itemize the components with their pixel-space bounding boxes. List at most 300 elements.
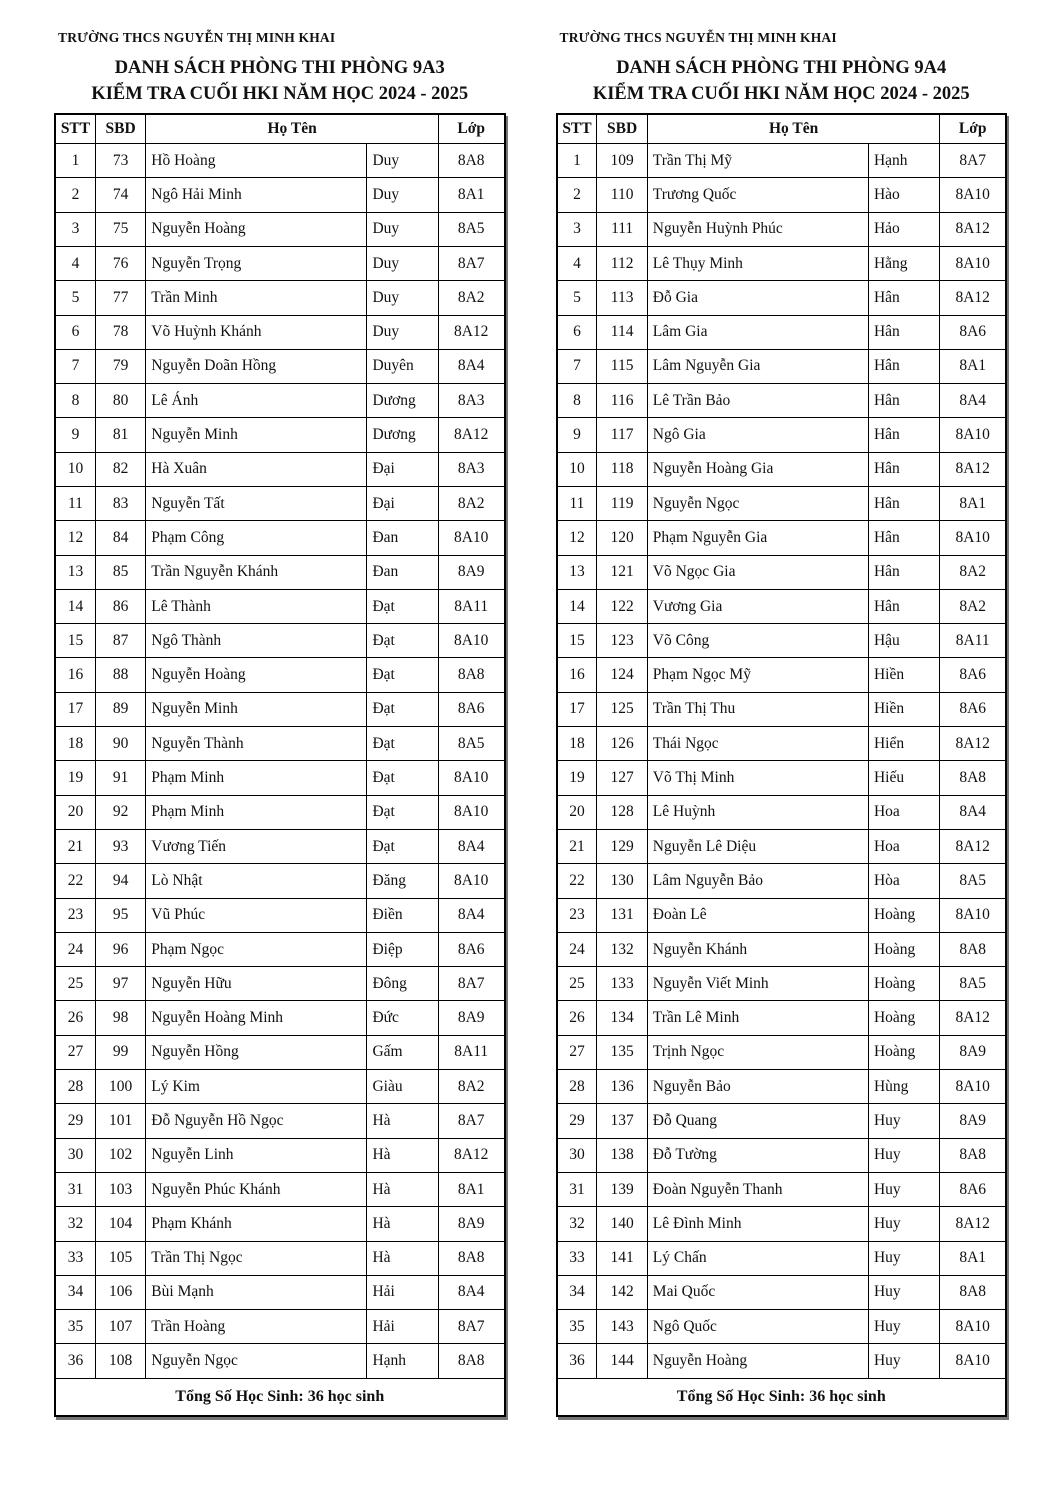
- sbd-cell: 113: [597, 281, 647, 315]
- table-row: [557, 1172, 1007, 1206]
- class-cell: 8A7: [438, 1310, 504, 1344]
- table-row: [55, 212, 505, 246]
- stt-cell: 28: [55, 1070, 95, 1104]
- name-cell: Võ Công: [647, 624, 868, 658]
- sbd-cell: 114: [597, 315, 647, 349]
- stt-cell: 2: [557, 178, 597, 212]
- table-row: [557, 898, 1007, 932]
- name-cell: Lê Thành: [146, 589, 367, 623]
- name-cell: Nguyễn Hoàng: [146, 212, 367, 246]
- class-cell: 8A4: [438, 349, 504, 383]
- name-cell: Hà Xuân: [146, 452, 367, 486]
- sbd-cell: 81: [95, 418, 145, 452]
- total-students: Tổng Số Học Sinh: 36 học sinh: [557, 1378, 1007, 1416]
- sbd-cell: 138: [597, 1138, 647, 1172]
- stt-cell: 9: [557, 418, 597, 452]
- stt-cell: 10: [557, 452, 597, 486]
- given-name-cell: Đạt: [367, 761, 438, 795]
- given-name-cell: Đan: [367, 521, 438, 555]
- sbd-cell: 82: [95, 452, 145, 486]
- name-cell: Phạm Khánh: [146, 1207, 367, 1241]
- class-cell: 8A9: [940, 1104, 1006, 1138]
- given-name-cell: Huy: [868, 1207, 939, 1241]
- name-cell: Vũ Phúc: [146, 898, 367, 932]
- stt-cell: 1: [55, 144, 95, 178]
- given-name-cell: Hải: [367, 1275, 438, 1309]
- stt-cell: 16: [55, 658, 95, 692]
- class-cell: 8A10: [940, 1310, 1006, 1344]
- table-row: [557, 487, 1007, 521]
- table-row: [55, 1035, 505, 1069]
- stt-cell: 7: [55, 349, 95, 383]
- table-row: [55, 658, 505, 692]
- stt-cell: 3: [55, 212, 95, 246]
- name-cell: Vương Gia: [647, 589, 868, 623]
- sbd-cell: 108: [95, 1344, 145, 1378]
- name-cell: Đỗ Tường: [647, 1138, 868, 1172]
- table-row: [55, 932, 505, 966]
- stt-cell: 34: [557, 1275, 597, 1309]
- name-cell: Lê Ánh: [146, 384, 367, 418]
- stt-cell: 30: [55, 1138, 95, 1172]
- given-name-cell: Hoàng: [868, 1035, 939, 1069]
- stt-cell: 2: [55, 178, 95, 212]
- column-header-lop: Lớp: [438, 114, 504, 144]
- table-row: [55, 452, 505, 486]
- given-name-cell: Huy: [868, 1138, 939, 1172]
- sbd-cell: 119: [597, 487, 647, 521]
- class-cell: 8A2: [940, 589, 1006, 623]
- name-cell: Nguyễn Huỳnh Phúc: [647, 212, 868, 246]
- class-cell: 8A10: [940, 898, 1006, 932]
- stt-cell: 24: [557, 932, 597, 966]
- list-title-9a3: DANH SÁCH PHÒNG THI PHÒNG 9A3: [114, 58, 445, 78]
- name-cell: Nguyễn Linh: [146, 1138, 367, 1172]
- given-name-cell: Duyên: [367, 349, 438, 383]
- class-cell: 8A7: [940, 144, 1006, 178]
- total-students: Tổng Số Học Sinh: 36 học sinh: [55, 1378, 505, 1416]
- name-cell: Nguyễn Ngọc: [146, 1344, 367, 1378]
- column-header-sbd: SBD: [597, 114, 647, 144]
- table-row: [557, 1310, 1007, 1344]
- given-name-cell: Hùng: [868, 1070, 939, 1104]
- given-name-cell: Dương: [367, 384, 438, 418]
- table-row: [55, 1275, 505, 1309]
- stt-cell: 30: [557, 1138, 597, 1172]
- stt-cell: 27: [557, 1035, 597, 1069]
- given-name-cell: Hân: [868, 418, 939, 452]
- class-cell: 8A4: [438, 1275, 504, 1309]
- name-cell: Lâm Nguyễn Gia: [647, 349, 868, 383]
- name-cell: Nguyễn Minh: [146, 692, 367, 726]
- sbd-cell: 75: [95, 212, 145, 246]
- sbd-cell: 117: [597, 418, 647, 452]
- sbd-cell: 144: [597, 1344, 647, 1378]
- class-cell: 8A10: [940, 246, 1006, 280]
- given-name-cell: Hà: [367, 1172, 438, 1206]
- name-cell: Nguyễn Hoàng: [647, 1344, 868, 1378]
- table-row: [55, 246, 505, 280]
- stt-cell: 26: [557, 1001, 597, 1035]
- table-row: [557, 1207, 1007, 1241]
- class-cell: 8A10: [940, 1070, 1006, 1104]
- stt-cell: 34: [55, 1275, 95, 1309]
- table-row: [55, 281, 505, 315]
- sbd-cell: 122: [597, 589, 647, 623]
- table-row: [557, 555, 1007, 589]
- class-cell: 8A3: [438, 384, 504, 418]
- given-name-cell: Đông: [367, 967, 438, 1001]
- class-cell: 8A5: [438, 727, 504, 761]
- given-name-cell: Hân: [868, 487, 939, 521]
- sbd-cell: 105: [95, 1241, 145, 1275]
- name-cell: Nguyễn Lê Diệu: [647, 829, 868, 863]
- table-row: [55, 727, 505, 761]
- sbd-cell: 86: [95, 589, 145, 623]
- class-cell: 8A12: [940, 829, 1006, 863]
- class-cell: 8A2: [438, 487, 504, 521]
- sbd-cell: 141: [597, 1241, 647, 1275]
- class-cell: 8A10: [438, 761, 504, 795]
- class-cell: 8A8: [438, 144, 504, 178]
- class-cell: 8A8: [438, 1241, 504, 1275]
- name-cell: Đoàn Lê: [647, 898, 868, 932]
- sbd-cell: 124: [597, 658, 647, 692]
- sbd-cell: 99: [95, 1035, 145, 1069]
- table-row: [557, 1275, 1007, 1309]
- table-row: [557, 864, 1007, 898]
- stt-cell: 22: [557, 864, 597, 898]
- table-row: [55, 384, 505, 418]
- stt-cell: 8: [557, 384, 597, 418]
- stt-cell: 31: [557, 1172, 597, 1206]
- class-cell: 8A8: [940, 932, 1006, 966]
- name-cell: Lý Kim: [146, 1070, 367, 1104]
- stt-cell: 24: [55, 932, 95, 966]
- table-row: [55, 864, 505, 898]
- table-row: [557, 349, 1007, 383]
- stt-cell: 5: [557, 281, 597, 315]
- table-row: [55, 898, 505, 932]
- table-row: [557, 829, 1007, 863]
- table-row: [557, 1344, 1007, 1378]
- list-title-9a4: DANH SÁCH PHÒNG THI PHÒNG 9A4: [616, 58, 947, 78]
- given-name-cell: Hạnh: [367, 1344, 438, 1378]
- sbd-cell: 129: [597, 829, 647, 863]
- given-name-cell: Duy: [367, 178, 438, 212]
- table-row: [55, 967, 505, 1001]
- sbd-cell: 118: [597, 452, 647, 486]
- table-row: [55, 1172, 505, 1206]
- school-name: TRƯỜNG THCS NGUYỄN THỊ MINH KHAI: [559, 30, 837, 45]
- stt-cell: 6: [55, 315, 95, 349]
- table-row: [557, 418, 1007, 452]
- given-name-cell: Hân: [868, 452, 939, 486]
- table-row: [557, 658, 1007, 692]
- sbd-cell: 107: [95, 1310, 145, 1344]
- sbd-cell: 135: [597, 1035, 647, 1069]
- table-row: [55, 829, 505, 863]
- table-row: [557, 281, 1007, 315]
- given-name-cell: Điền: [367, 898, 438, 932]
- given-name-cell: Hà: [367, 1207, 438, 1241]
- sbd-cell: 96: [95, 932, 145, 966]
- given-name-cell: Duy: [367, 144, 438, 178]
- class-cell: 8A1: [940, 1241, 1006, 1275]
- given-name-cell: Hân: [868, 315, 939, 349]
- given-name-cell: Hoàng: [868, 898, 939, 932]
- name-cell: Trần Hoàng: [146, 1310, 367, 1344]
- class-cell: 8A12: [438, 315, 504, 349]
- stt-cell: 10: [55, 452, 95, 486]
- table-row: [55, 521, 505, 555]
- sbd-cell: 85: [95, 555, 145, 589]
- column-header-hoten: Họ Tên: [146, 114, 439, 144]
- table-row: [55, 487, 505, 521]
- sbd-cell: 123: [597, 624, 647, 658]
- given-name-cell: Duy: [367, 281, 438, 315]
- stt-cell: 26: [55, 1001, 95, 1035]
- class-cell: 8A12: [940, 1207, 1006, 1241]
- class-cell: 8A12: [940, 1001, 1006, 1035]
- sbd-cell: 91: [95, 761, 145, 795]
- table-row: [557, 144, 1007, 178]
- sbd-cell: 134: [597, 1001, 647, 1035]
- column-header-lop: Lớp: [940, 114, 1006, 144]
- sbd-cell: 95: [95, 898, 145, 932]
- table-header: [55, 114, 505, 144]
- room-list-9a3: [54, 30, 506, 1417]
- class-cell: 8A8: [940, 1275, 1006, 1309]
- stt-cell: 13: [55, 555, 95, 589]
- sbd-cell: 90: [95, 727, 145, 761]
- stt-cell: 6: [557, 315, 597, 349]
- name-cell: Nguyễn Thành: [146, 727, 367, 761]
- given-name-cell: Huy: [868, 1310, 939, 1344]
- sbd-cell: 79: [95, 349, 145, 383]
- sbd-cell: 103: [95, 1172, 145, 1206]
- given-name-cell: Đạt: [367, 727, 438, 761]
- name-cell: Nguyễn Hữu: [146, 967, 367, 1001]
- stt-cell: 35: [557, 1310, 597, 1344]
- given-name-cell: Hoàng: [868, 1001, 939, 1035]
- sbd-cell: 109: [597, 144, 647, 178]
- class-cell: 8A1: [438, 178, 504, 212]
- table-row: [55, 1344, 505, 1378]
- table-row: [557, 692, 1007, 726]
- list-subtitle-9a4: KIỂM TRA CUỐI HKI NĂM HỌC 2024 - 2025: [592, 84, 970, 105]
- stt-cell: 8: [55, 384, 95, 418]
- name-cell: Đỗ Gia: [647, 281, 868, 315]
- class-cell: 8A5: [438, 212, 504, 246]
- name-cell: Võ Thị Minh: [647, 761, 868, 795]
- sbd-cell: 101: [95, 1104, 145, 1138]
- sbd-cell: 77: [95, 281, 145, 315]
- stt-cell: 23: [55, 898, 95, 932]
- given-name-cell: Đại: [367, 487, 438, 521]
- sbd-cell: 120: [597, 521, 647, 555]
- given-name-cell: Đạt: [367, 589, 438, 623]
- stt-cell: 13: [557, 555, 597, 589]
- stt-cell: 25: [557, 967, 597, 1001]
- name-cell: Hồ Hoàng: [146, 144, 367, 178]
- table-row: [55, 178, 505, 212]
- name-cell: Ngô Thành: [146, 624, 367, 658]
- class-cell: 8A8: [940, 761, 1006, 795]
- room-list-9a4: [556, 30, 1008, 1417]
- class-cell: 8A7: [438, 967, 504, 1001]
- sbd-cell: 76: [95, 246, 145, 280]
- stt-cell: 11: [55, 487, 95, 521]
- sbd-cell: 136: [597, 1070, 647, 1104]
- class-cell: 8A12: [438, 1138, 504, 1172]
- name-cell: Đỗ Quang: [647, 1104, 868, 1138]
- class-cell: 8A10: [438, 624, 504, 658]
- sbd-cell: 73: [95, 144, 145, 178]
- given-name-cell: Hà: [367, 1104, 438, 1138]
- sbd-cell: 93: [95, 829, 145, 863]
- name-cell: Phạm Nguyễn Gia: [647, 521, 868, 555]
- name-cell: Lê Thụy Minh: [647, 246, 868, 280]
- class-cell: 8A12: [940, 452, 1006, 486]
- table-row: [557, 452, 1007, 486]
- name-cell: Võ Ngọc Gia: [647, 555, 868, 589]
- stt-cell: 9: [55, 418, 95, 452]
- table-row: [55, 692, 505, 726]
- stt-cell: 36: [557, 1344, 597, 1378]
- name-cell: Trần Thị Thu: [647, 692, 868, 726]
- stt-cell: 14: [557, 589, 597, 623]
- name-cell: Nguyễn Hồng: [146, 1035, 367, 1069]
- table-row: [55, 315, 505, 349]
- given-name-cell: Hậu: [868, 624, 939, 658]
- stt-cell: 7: [557, 349, 597, 383]
- sbd-cell: 132: [597, 932, 647, 966]
- name-cell: Nguyễn Khánh: [647, 932, 868, 966]
- stt-cell: 21: [55, 829, 95, 863]
- name-cell: Nguyễn Viết Minh: [647, 967, 868, 1001]
- column-header-hoten: Họ Tên: [647, 114, 940, 144]
- name-cell: Phạm Ngọc: [146, 932, 367, 966]
- given-name-cell: Đạt: [367, 692, 438, 726]
- sbd-cell: 131: [597, 898, 647, 932]
- table-row: [55, 1138, 505, 1172]
- table-row: [55, 589, 505, 623]
- sbd-cell: 143: [597, 1310, 647, 1344]
- sbd-cell: 83: [95, 487, 145, 521]
- stt-cell: 3: [557, 212, 597, 246]
- name-cell: Trần Minh: [146, 281, 367, 315]
- table-row: [55, 795, 505, 829]
- sbd-cell: 84: [95, 521, 145, 555]
- given-name-cell: Duy: [367, 212, 438, 246]
- name-cell: Nguyễn Hoàng Minh: [146, 1001, 367, 1035]
- given-name-cell: Gấm: [367, 1035, 438, 1069]
- stt-cell: 31: [55, 1172, 95, 1206]
- class-cell: 8A6: [940, 1172, 1006, 1206]
- class-cell: 8A8: [438, 658, 504, 692]
- name-cell: Lý Chấn: [647, 1241, 868, 1275]
- table-row: [557, 315, 1007, 349]
- given-name-cell: Đan: [367, 555, 438, 589]
- stt-cell: 12: [55, 521, 95, 555]
- name-cell: Lâm Nguyễn Bảo: [647, 864, 868, 898]
- name-cell: Nguyễn Ngọc: [647, 487, 868, 521]
- class-cell: 8A10: [438, 521, 504, 555]
- stt-cell: 16: [557, 658, 597, 692]
- column-header-sbd: SBD: [95, 114, 145, 144]
- table-row: [557, 246, 1007, 280]
- list-subtitle-9a3: KIỂM TRA CUỐI HKI NĂM HỌC 2024 - 2025: [91, 84, 469, 105]
- given-name-cell: Hòa: [868, 864, 939, 898]
- stt-cell: 28: [557, 1070, 597, 1104]
- stt-cell: 12: [557, 521, 597, 555]
- sbd-cell: 94: [95, 864, 145, 898]
- column-header-stt: STT: [557, 114, 597, 144]
- given-name-cell: Hoàng: [868, 967, 939, 1001]
- stt-cell: 4: [55, 246, 95, 280]
- table-row: [55, 1241, 505, 1275]
- given-name-cell: Đạt: [367, 795, 438, 829]
- table-footer: [557, 1378, 1007, 1416]
- column-header-stt: STT: [55, 114, 95, 144]
- class-cell: 8A4: [940, 795, 1006, 829]
- name-cell: Phạm Minh: [146, 795, 367, 829]
- given-name-cell: Đạt: [367, 829, 438, 863]
- table-row: [557, 1001, 1007, 1035]
- name-cell: Nguyễn Phúc Khánh: [146, 1172, 367, 1206]
- sbd-cell: 106: [95, 1275, 145, 1309]
- name-cell: Ngô Gia: [647, 418, 868, 452]
- given-name-cell: Hân: [868, 589, 939, 623]
- table-row: [557, 932, 1007, 966]
- given-name-cell: Hào: [868, 178, 939, 212]
- sbd-cell: 92: [95, 795, 145, 829]
- given-name-cell: Đại: [367, 452, 438, 486]
- table-row: [55, 555, 505, 589]
- class-cell: 8A9: [940, 1035, 1006, 1069]
- stt-cell: 14: [55, 589, 95, 623]
- name-cell: Nguyễn Trọng: [146, 246, 367, 280]
- exam-room-table-9a3: [54, 113, 506, 1418]
- table-header: [557, 114, 1007, 144]
- table-row: [55, 761, 505, 795]
- class-cell: 8A6: [940, 692, 1006, 726]
- stt-cell: 1: [557, 144, 597, 178]
- name-cell: Lò Nhật: [146, 864, 367, 898]
- name-cell: Ngô Hải Minh: [146, 178, 367, 212]
- stt-cell: 19: [55, 761, 95, 795]
- stt-cell: 23: [557, 898, 597, 932]
- given-name-cell: Hiếu: [868, 761, 939, 795]
- stt-cell: 17: [55, 692, 95, 726]
- name-cell: Trần Thị Mỹ: [647, 144, 868, 178]
- sbd-cell: 74: [95, 178, 145, 212]
- stt-cell: 29: [55, 1104, 95, 1138]
- given-name-cell: Hạnh: [868, 144, 939, 178]
- class-cell: 8A10: [940, 521, 1006, 555]
- class-cell: 8A4: [940, 384, 1006, 418]
- class-cell: 8A10: [940, 1344, 1006, 1378]
- given-name-cell: Huy: [868, 1344, 939, 1378]
- class-cell: 8A10: [940, 418, 1006, 452]
- given-name-cell: Huy: [868, 1172, 939, 1206]
- class-cell: 8A11: [438, 589, 504, 623]
- class-cell: 8A9: [438, 555, 504, 589]
- given-name-cell: Huy: [868, 1104, 939, 1138]
- sbd-cell: 87: [95, 624, 145, 658]
- stt-cell: 15: [557, 624, 597, 658]
